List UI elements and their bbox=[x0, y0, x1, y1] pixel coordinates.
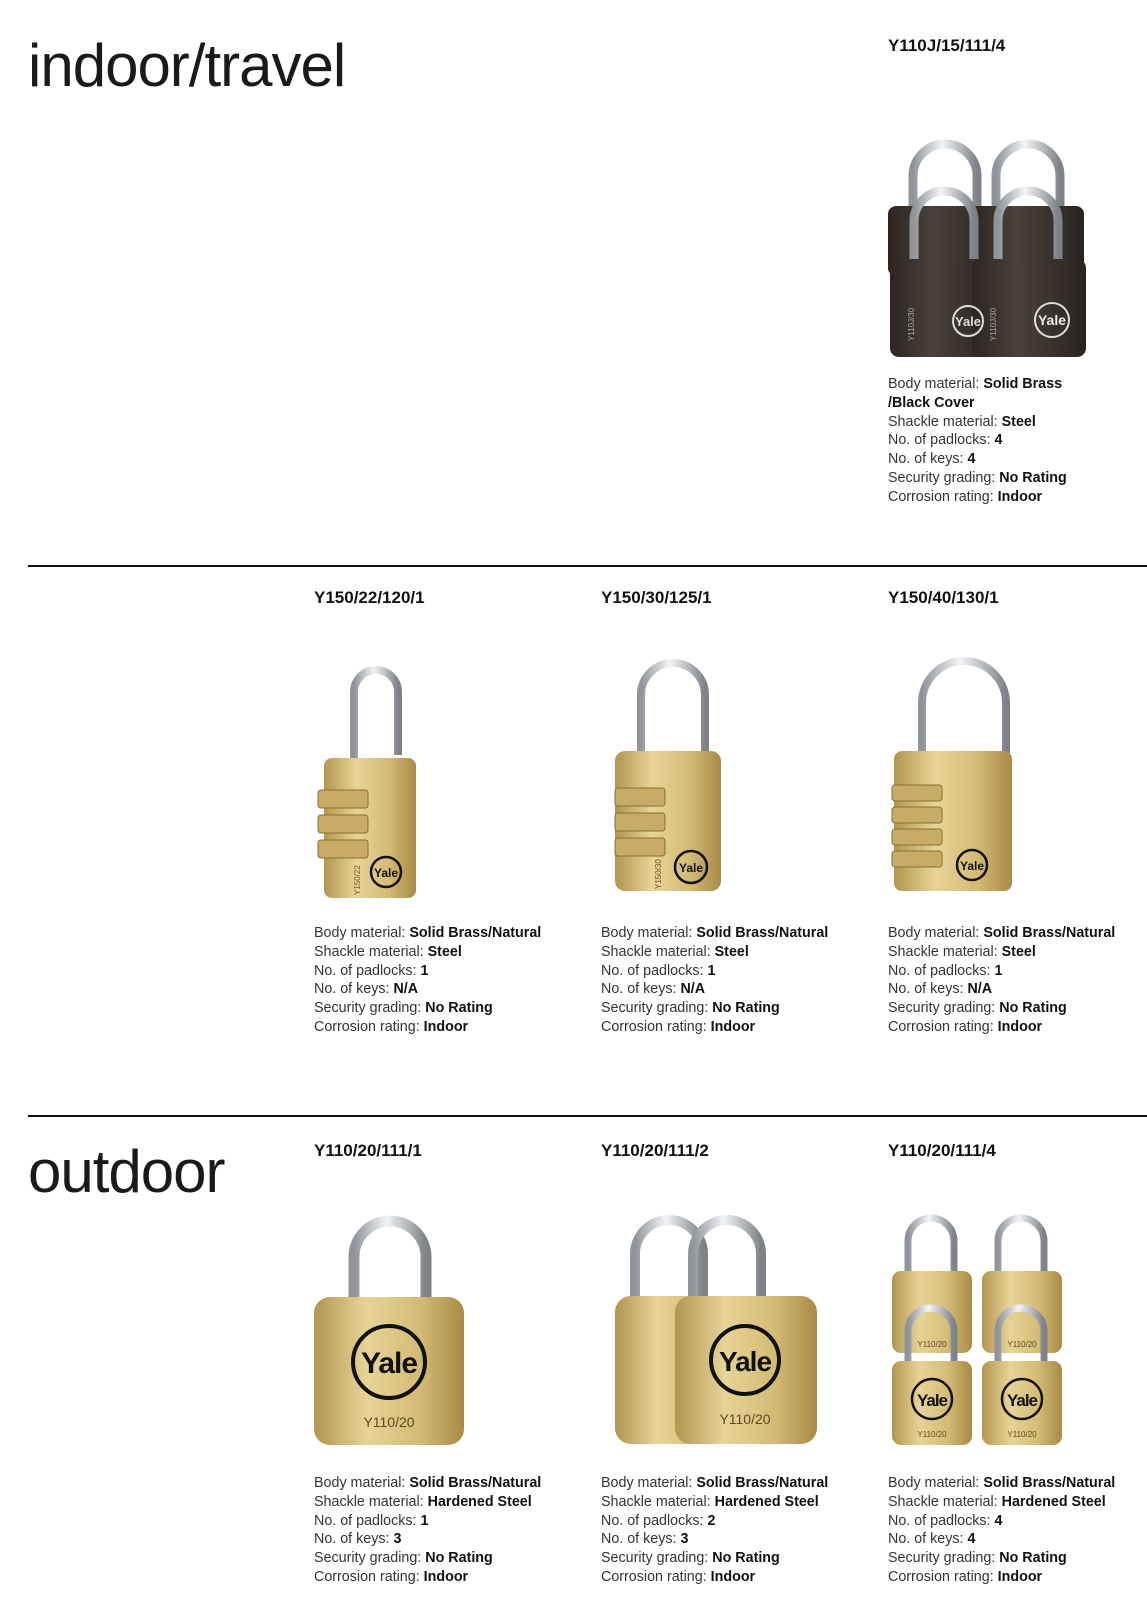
spec-value-corrosion: Indoor bbox=[423, 1018, 469, 1035]
product-code: Y150/22/120/1 bbox=[314, 588, 425, 607]
spec-value-keys: N/A bbox=[393, 981, 419, 998]
product-card bbox=[888, 588, 1147, 1038]
spec-value-security: No Rating bbox=[712, 1550, 780, 1567]
spec-label: No. of padlocks: bbox=[888, 962, 995, 979]
product-image-combination-padlock-3dial bbox=[601, 653, 861, 898]
spec-value-security: No Rating bbox=[999, 1000, 1067, 1017]
section-divider bbox=[28, 1115, 1147, 1117]
brand-logo: Yale bbox=[678, 861, 704, 875]
spec-value-keys: N/A bbox=[680, 981, 706, 998]
spec-label: Security grading: bbox=[888, 1550, 1000, 1567]
product-image-black-padlock-4pack bbox=[888, 131, 1147, 391]
product-code: Y150/40/130/1 bbox=[888, 588, 999, 607]
spec-value-keys: N/A bbox=[967, 981, 993, 998]
spec-value-corrosion: Indoor bbox=[710, 1568, 756, 1585]
spec-label: Body material: bbox=[888, 376, 984, 392]
spec-value-body: Solid Brass bbox=[983, 376, 1063, 392]
model-engraving: Y150/22 bbox=[353, 865, 362, 895]
spec-value-padlocks: 2 bbox=[707, 1512, 716, 1529]
spec-value-corrosion: Indoor bbox=[423, 1568, 469, 1585]
spec-label: Shackle material: bbox=[314, 943, 428, 960]
spec-value-body: Solid Brass/Natural bbox=[409, 1475, 542, 1491]
product-card bbox=[314, 1141, 574, 1591]
spec-list bbox=[888, 1474, 1115, 1587]
spec-value-shackle: Steel bbox=[427, 943, 462, 960]
spec-list bbox=[314, 1474, 541, 1587]
spec-value-padlocks: 1 bbox=[707, 962, 716, 979]
spec-value-shackle: Hardened Steel bbox=[1001, 1493, 1106, 1510]
product-image-combination-padlock-4dial bbox=[888, 653, 1147, 898]
spec-value-keys: 3 bbox=[680, 1531, 689, 1548]
spec-value-shackle: Steel bbox=[714, 943, 749, 960]
section-title-indoor-travel: indoor/travel bbox=[28, 32, 346, 99]
spec-label: No. of keys: bbox=[888, 981, 968, 998]
product-card bbox=[314, 588, 574, 1038]
product-code: Y150/30/125/1 bbox=[601, 588, 712, 607]
spec-value-shackle: Hardened Steel bbox=[714, 1493, 819, 1510]
spec-label: No. of padlocks: bbox=[601, 962, 708, 979]
model-engraving: Y110/20 bbox=[1007, 1340, 1037, 1349]
product-card bbox=[601, 588, 861, 1038]
spec-list bbox=[601, 1474, 828, 1587]
spec-label: No. of keys: bbox=[888, 1531, 968, 1548]
spec-label: Shackle material: bbox=[888, 413, 1002, 430]
spec-value-body: Solid Brass/Natural bbox=[983, 1475, 1116, 1491]
spec-label: Body material: bbox=[888, 1475, 984, 1491]
spec-value-corrosion: Indoor bbox=[997, 1018, 1043, 1035]
spec-list bbox=[601, 924, 828, 1037]
spec-value-padlocks: 1 bbox=[420, 1512, 429, 1529]
spec-value-padlocks: 1 bbox=[994, 962, 1003, 979]
spec-label: Shackle material: bbox=[601, 943, 715, 960]
model-engraving: Y110/20 bbox=[719, 1411, 771, 1427]
spec-label: Security grading: bbox=[888, 469, 1000, 486]
model-engraving: Y110/20 bbox=[1007, 1430, 1037, 1439]
product-code: Y110/20/111/1 bbox=[314, 1141, 422, 1160]
model-engraving: Y110/20 bbox=[917, 1430, 947, 1439]
spec-label: No. of keys: bbox=[601, 1531, 681, 1548]
spec-list bbox=[888, 375, 1067, 507]
section-divider bbox=[28, 565, 1147, 567]
product-card bbox=[888, 36, 1147, 506]
brand-logo: Yale bbox=[959, 859, 985, 873]
spec-label: Body material: bbox=[601, 1475, 697, 1491]
spec-value-corrosion: Indoor bbox=[710, 1018, 756, 1035]
spec-label: No. of padlocks: bbox=[888, 432, 995, 449]
spec-label: Corrosion rating: bbox=[888, 1568, 998, 1585]
spec-label: Shackle material: bbox=[888, 943, 1002, 960]
spec-value-body-cont: /Black Cover bbox=[888, 394, 975, 411]
spec-label: Corrosion rating: bbox=[888, 488, 998, 505]
spec-label: No. of keys: bbox=[888, 451, 968, 468]
spec-label: Body material: bbox=[314, 925, 410, 941]
spec-value-security: No Rating bbox=[425, 1550, 493, 1567]
spec-label: Security grading: bbox=[314, 1000, 426, 1017]
spec-value-corrosion: Indoor bbox=[997, 488, 1043, 505]
model-engraving: Y110J/30 bbox=[989, 307, 998, 341]
spec-label: Shackle material: bbox=[888, 1493, 1002, 1510]
spec-label: No. of padlocks: bbox=[601, 1512, 708, 1529]
spec-list bbox=[314, 924, 541, 1037]
section-title-outdoor: outdoor bbox=[28, 1138, 225, 1205]
spec-label: Shackle material: bbox=[601, 1493, 715, 1510]
spec-label: No. of padlocks: bbox=[314, 962, 421, 979]
spec-value-padlocks: 4 bbox=[994, 432, 1003, 449]
spec-label: No. of padlocks: bbox=[888, 1512, 995, 1529]
spec-value-keys: 3 bbox=[393, 1531, 402, 1548]
spec-label: Body material: bbox=[888, 925, 984, 941]
spec-label: No. of keys: bbox=[314, 981, 394, 998]
brand-logo: Yale bbox=[954, 314, 982, 329]
product-card bbox=[888, 1141, 1147, 1591]
spec-label: No. of keys: bbox=[314, 1531, 394, 1548]
product-image-brass-padlock-4pack bbox=[888, 1203, 1147, 1453]
product-code: Y110/20/111/4 bbox=[888, 1141, 996, 1160]
spec-value-security: No Rating bbox=[999, 1550, 1067, 1567]
product-image-combination-padlock-3dial-long bbox=[314, 660, 574, 900]
spec-value-security: No Rating bbox=[425, 1000, 493, 1017]
spec-label: Corrosion rating: bbox=[601, 1568, 711, 1585]
spec-list bbox=[888, 924, 1115, 1037]
spec-value-body: Solid Brass/Natural bbox=[696, 925, 829, 941]
model-engraving: Y150/30 bbox=[654, 859, 663, 889]
spec-label: Body material: bbox=[601, 925, 697, 941]
brand-logo: Yale bbox=[1006, 1391, 1038, 1410]
spec-label: Corrosion rating: bbox=[314, 1018, 424, 1035]
product-image-brass-padlock-single bbox=[314, 1199, 574, 1454]
spec-label: Security grading: bbox=[601, 1000, 713, 1017]
brand-logo: Yale bbox=[373, 866, 399, 880]
spec-value-shackle: Hardened Steel bbox=[427, 1493, 532, 1510]
product-code: Y110/20/111/2 bbox=[601, 1141, 709, 1160]
product-card bbox=[601, 1141, 861, 1591]
brand-logo: Yale bbox=[1037, 312, 1067, 328]
brand-logo: Yale bbox=[718, 1346, 772, 1377]
spec-label: Corrosion rating: bbox=[888, 1018, 998, 1035]
spec-value-corrosion: Indoor bbox=[997, 1568, 1043, 1585]
spec-label: No. of keys: bbox=[601, 981, 681, 998]
spec-label: No. of padlocks: bbox=[314, 1512, 421, 1529]
spec-label: Security grading: bbox=[601, 1550, 713, 1567]
spec-value-security: No Rating bbox=[712, 1000, 780, 1017]
spec-value-padlocks: 1 bbox=[420, 962, 429, 979]
spec-label: Shackle material: bbox=[314, 1493, 428, 1510]
spec-value-keys: 4 bbox=[967, 1531, 976, 1548]
spec-label: Security grading: bbox=[314, 1550, 426, 1567]
spec-value-shackle: Steel bbox=[1001, 943, 1036, 960]
spec-label: Security grading: bbox=[888, 1000, 1000, 1017]
spec-value-body: Solid Brass/Natural bbox=[983, 925, 1116, 941]
product-image-brass-padlock-2pack bbox=[601, 1198, 861, 1453]
spec-label: Corrosion rating: bbox=[314, 1568, 424, 1585]
spec-value-keys: 4 bbox=[967, 451, 976, 468]
model-engraving: Y110J/30 bbox=[907, 307, 916, 341]
brand-logo: Yale bbox=[916, 1391, 948, 1410]
spec-value-body: Solid Brass/Natural bbox=[696, 1475, 829, 1491]
spec-value-security: No Rating bbox=[999, 469, 1067, 486]
product-code: Y110J/15/111/4 bbox=[888, 36, 1006, 55]
spec-value-body: Solid Brass/Natural bbox=[409, 925, 542, 941]
model-engraving: Y110/20 bbox=[917, 1340, 947, 1349]
spec-value-shackle: Steel bbox=[1001, 413, 1036, 430]
brand-logo: Yale bbox=[360, 1347, 418, 1380]
spec-value-padlocks: 4 bbox=[994, 1512, 1003, 1529]
model-engraving: Y110/20 bbox=[363, 1414, 415, 1430]
spec-label: Body material: bbox=[314, 1475, 410, 1491]
spec-label: Corrosion rating: bbox=[601, 1018, 711, 1035]
